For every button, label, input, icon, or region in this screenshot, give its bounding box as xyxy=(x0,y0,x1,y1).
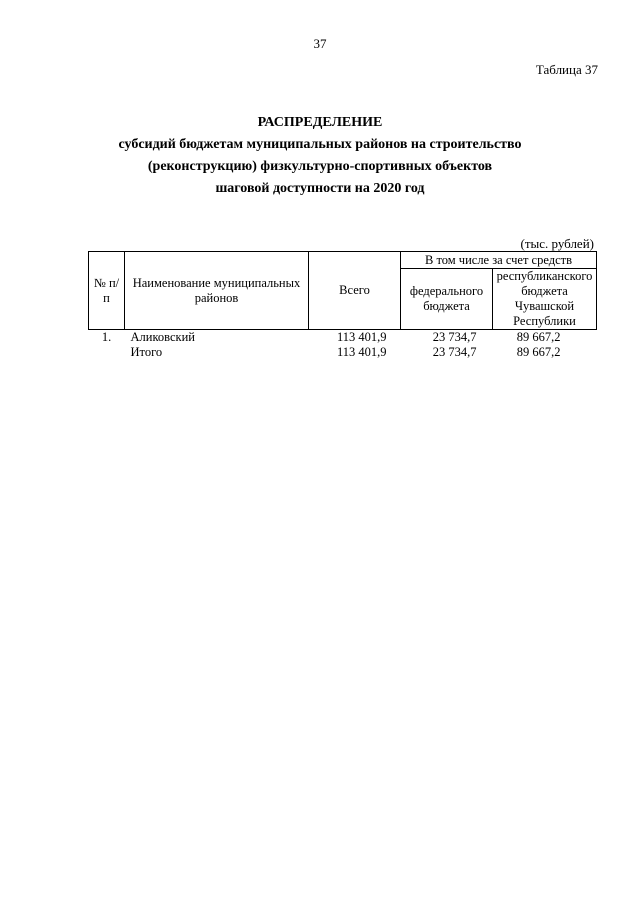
row-name: Итого xyxy=(130,345,163,359)
row-republic: 89 667,2 xyxy=(493,330,597,346)
document-title xyxy=(0,112,640,200)
units-label: (тыс. рублей) xyxy=(520,236,594,251)
row-num xyxy=(89,345,125,360)
row-total: 113 401,9 xyxy=(309,330,401,346)
subsidies-table xyxy=(88,251,597,360)
header-federal: федерального бюджета xyxy=(401,269,493,330)
row-federal: 23 734,7 xyxy=(401,330,493,346)
row-name: Аликовский xyxy=(125,330,309,346)
table-row-total xyxy=(89,345,597,360)
title-line-1: РАСПРЕДЕЛЕНИЕ xyxy=(257,115,383,130)
header-name: Наименование муниципальных районов xyxy=(125,252,309,330)
header-num: № п/п xyxy=(89,252,125,330)
page-number: 37 xyxy=(313,36,327,51)
title-line-2: субсидий бюджетам муниципальных районов на строительство xyxy=(118,137,522,152)
row-num: 1. xyxy=(89,330,125,346)
table-label: Таблица 37 xyxy=(535,62,598,77)
title-line-3: (реконструкцию) физкультурно-спортивных объектов xyxy=(147,159,493,174)
header-total: Всего xyxy=(309,252,401,330)
table-row xyxy=(89,330,597,346)
row-total: 113 401,9 xyxy=(336,345,387,359)
header-group: В том числе за счет средств xyxy=(401,252,597,269)
title-line-4: шаговой доступности на 2020 год xyxy=(215,181,425,196)
row-republic: 89 667,2 xyxy=(516,345,561,359)
row-federal: 23 734,7 xyxy=(432,345,477,359)
header-republic: республиканского бюджета Чувашской Республики xyxy=(493,269,597,330)
